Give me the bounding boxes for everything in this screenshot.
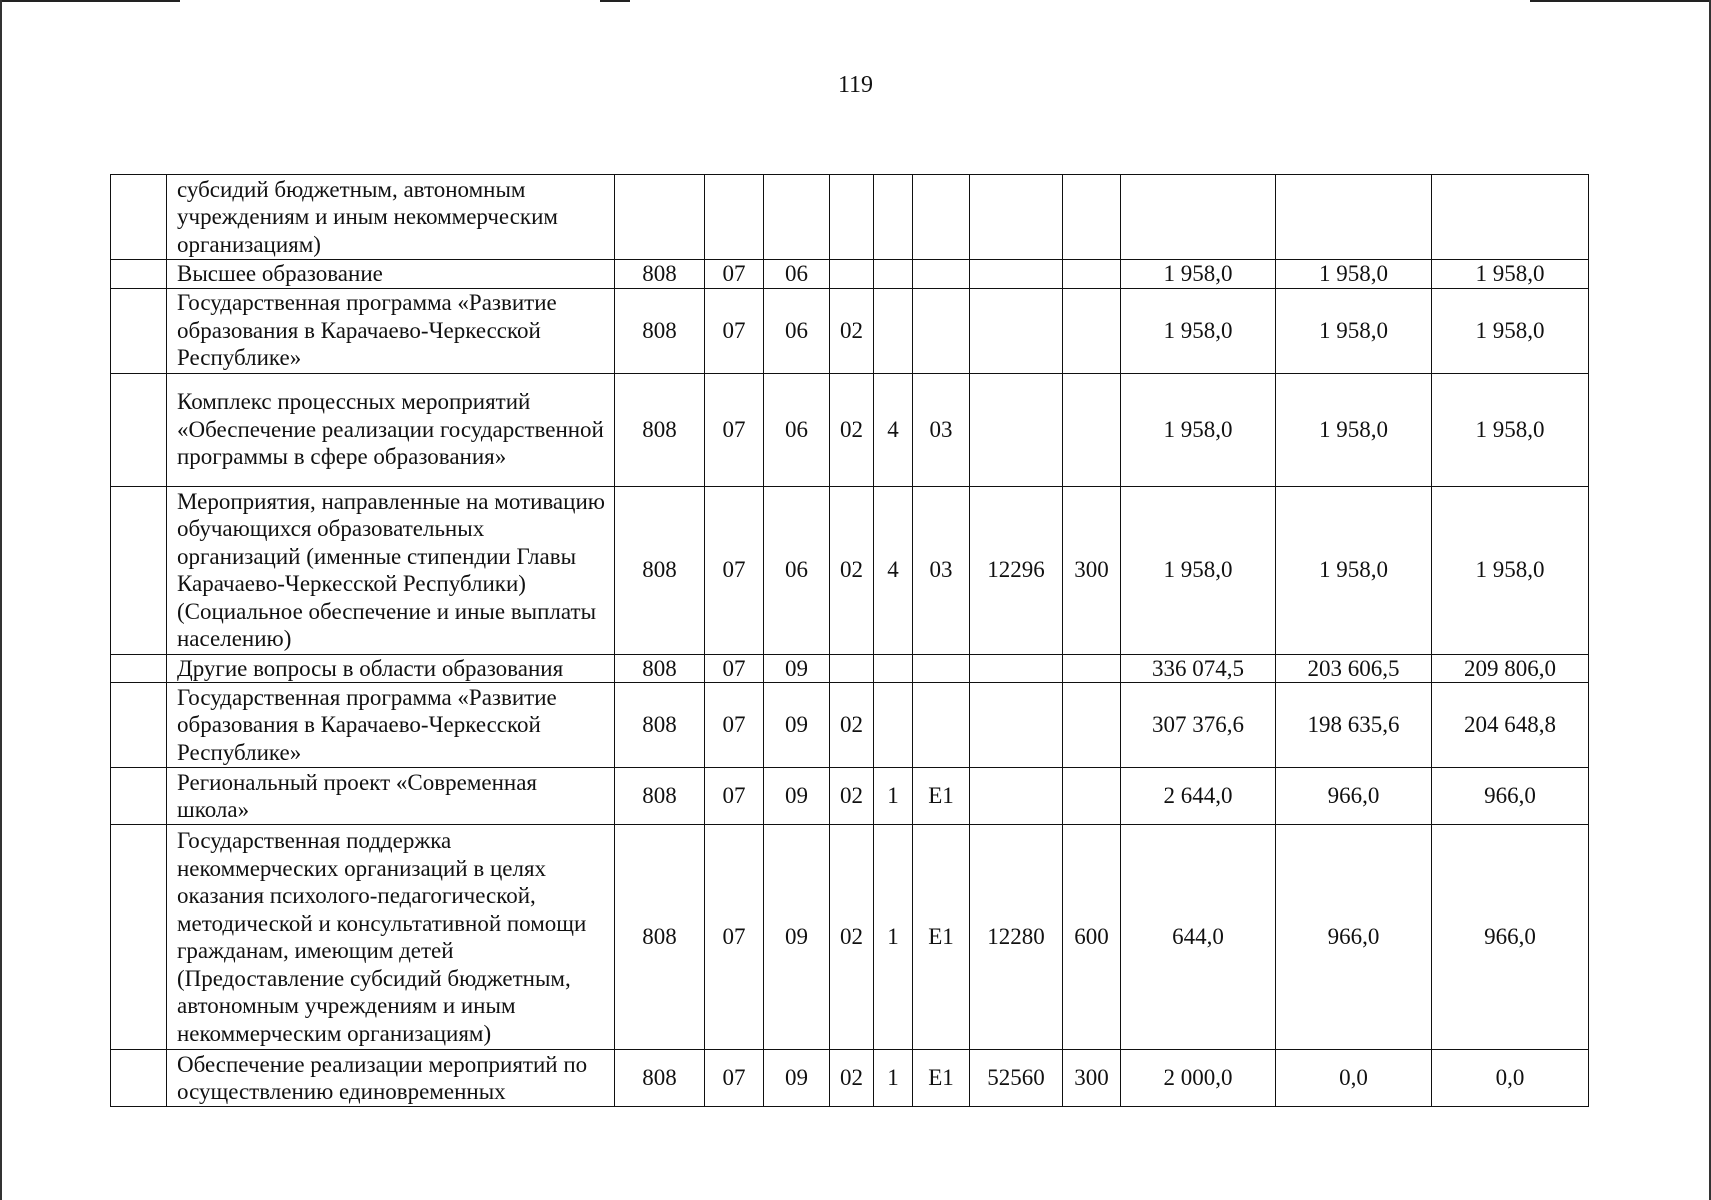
table-row <box>111 825 1589 1050</box>
code-structure: Е1 <box>913 768 970 825</box>
table-row <box>111 486 1589 654</box>
table-row <box>111 260 1589 289</box>
code-ministry: 808 <box>615 768 705 825</box>
code-expense-type: 300 <box>1063 486 1121 654</box>
row-name: субсидий бюджетным, автономным учреждениям и иным некоммерческим организациям) <box>167 175 615 260</box>
code-subsection: 06 <box>764 373 830 486</box>
page-number: 119 <box>837 72 874 98</box>
value-year-2 <box>1276 175 1432 260</box>
row-number-cell <box>111 825 167 1050</box>
row-number-cell <box>111 373 167 486</box>
code-program: 02 <box>830 288 874 373</box>
code-expense-type: 600 <box>1063 825 1121 1050</box>
code-section: 07 <box>705 486 764 654</box>
code-section: 07 <box>705 768 764 825</box>
value-year-3: 209 806,0 <box>1432 654 1589 683</box>
table-row <box>111 1050 1589 1107</box>
row-name: Государственная программа «Развитие образования в Карачаево-Черкесской Республике» <box>167 683 615 768</box>
code-direction <box>970 288 1063 373</box>
row-number-cell <box>111 175 167 260</box>
value-year-2: 0,0 <box>1276 1050 1432 1107</box>
code-program: 02 <box>830 825 874 1050</box>
row-name: Государственная поддержка некоммерческих организаций в целях оказания психолого-педагогической, методической и консультативной помощи гражданам, имеющим детей (Предоставление субсидий бюджетным, автономным учреждениям и иным некоммерческим организациям) <box>167 825 615 1050</box>
code-subsection: 09 <box>764 768 830 825</box>
row-name: Другие вопросы в области образования <box>167 654 615 683</box>
table-row <box>111 373 1589 486</box>
row-number-cell <box>111 683 167 768</box>
value-year-1: 2 644,0 <box>1121 768 1276 825</box>
value-year-1 <box>1121 175 1276 260</box>
code-type: 4 <box>874 373 913 486</box>
code-ministry: 808 <box>615 373 705 486</box>
code-program <box>830 654 874 683</box>
budget-table <box>110 174 1589 1107</box>
code-type <box>874 260 913 289</box>
code-program: 02 <box>830 1050 874 1107</box>
code-ministry: 808 <box>615 288 705 373</box>
code-subsection: 09 <box>764 1050 830 1107</box>
code-type: 1 <box>874 825 913 1050</box>
value-year-1: 1 958,0 <box>1121 288 1276 373</box>
scan-edge-top <box>600 0 630 2</box>
code-expense-type <box>1063 288 1121 373</box>
code-ministry: 808 <box>615 486 705 654</box>
value-year-1: 1 958,0 <box>1121 486 1276 654</box>
value-year-1: 1 958,0 <box>1121 373 1276 486</box>
code-direction: 12280 <box>970 825 1063 1050</box>
code-type: 1 <box>874 768 913 825</box>
value-year-2: 1 958,0 <box>1276 373 1432 486</box>
code-structure <box>913 175 970 260</box>
row-name: Государственная программа «Развитие образования в Карачаево-Черкесской Республике» <box>167 288 615 373</box>
code-section: 07 <box>705 825 764 1050</box>
row-name: Высшее образование <box>167 260 615 289</box>
code-type <box>874 654 913 683</box>
value-year-3: 1 958,0 <box>1432 486 1589 654</box>
code-expense-type <box>1063 768 1121 825</box>
value-year-1: 644,0 <box>1121 825 1276 1050</box>
scan-edge-top <box>1530 0 1711 2</box>
value-year-3: 966,0 <box>1432 825 1589 1050</box>
value-year-3: 0,0 <box>1432 1050 1589 1107</box>
row-number-cell <box>111 288 167 373</box>
code-direction: 52560 <box>970 1050 1063 1107</box>
code-type <box>874 683 913 768</box>
code-structure <box>913 260 970 289</box>
code-ministry: 808 <box>615 1050 705 1107</box>
value-year-2: 1 958,0 <box>1276 288 1432 373</box>
code-structure: 03 <box>913 486 970 654</box>
value-year-1: 336 074,5 <box>1121 654 1276 683</box>
value-year-3: 1 958,0 <box>1432 373 1589 486</box>
code-expense-type: 300 <box>1063 1050 1121 1107</box>
code-ministry <box>615 175 705 260</box>
code-direction: 12296 <box>970 486 1063 654</box>
code-program <box>830 260 874 289</box>
code-subsection: 09 <box>764 654 830 683</box>
row-name: Мероприятия, направленные на мотивацию обучающихся образовательных организаций (именные стипендии Главы Карачаево-Черкесской Республики) (Социальное обеспечение и иные выплаты населению) <box>167 486 615 654</box>
code-section: 07 <box>705 373 764 486</box>
code-structure <box>913 654 970 683</box>
value-year-1: 2 000,0 <box>1121 1050 1276 1107</box>
code-subsection: 09 <box>764 825 830 1050</box>
code-program: 02 <box>830 373 874 486</box>
code-program: 02 <box>830 768 874 825</box>
code-subsection: 06 <box>764 288 830 373</box>
code-type <box>874 288 913 373</box>
value-year-2: 203 606,5 <box>1276 654 1432 683</box>
code-direction <box>970 768 1063 825</box>
code-expense-type <box>1063 683 1121 768</box>
code-direction <box>970 175 1063 260</box>
row-number-cell <box>111 486 167 654</box>
table-row <box>111 175 1589 260</box>
code-section: 07 <box>705 1050 764 1107</box>
code-expense-type <box>1063 654 1121 683</box>
code-structure: 03 <box>913 373 970 486</box>
code-structure <box>913 288 970 373</box>
value-year-3: 1 958,0 <box>1432 288 1589 373</box>
code-expense-type <box>1063 175 1121 260</box>
value-year-2: 966,0 <box>1276 768 1432 825</box>
table-row <box>111 683 1589 768</box>
code-direction <box>970 373 1063 486</box>
row-name: Региональный проект «Современная школа» <box>167 768 615 825</box>
value-year-1: 1 958,0 <box>1121 260 1276 289</box>
code-expense-type <box>1063 373 1121 486</box>
table-row <box>111 768 1589 825</box>
code-section: 07 <box>705 260 764 289</box>
code-ministry: 808 <box>615 825 705 1050</box>
code-ministry: 808 <box>615 683 705 768</box>
table-row <box>111 654 1589 683</box>
row-number-cell <box>111 1050 167 1107</box>
code-ministry: 808 <box>615 260 705 289</box>
value-year-3: 1 958,0 <box>1432 260 1589 289</box>
code-program: 02 <box>830 486 874 654</box>
code-type: 4 <box>874 486 913 654</box>
row-number-cell <box>111 654 167 683</box>
table-row <box>111 288 1589 373</box>
code-section: 07 <box>705 654 764 683</box>
code-subsection: 09 <box>764 683 830 768</box>
code-direction <box>970 654 1063 683</box>
row-number-cell <box>111 260 167 289</box>
value-year-3 <box>1432 175 1589 260</box>
value-year-2: 966,0 <box>1276 825 1432 1050</box>
value-year-2: 198 635,6 <box>1276 683 1432 768</box>
row-number-cell <box>111 768 167 825</box>
scan-edge-left <box>0 0 2 1200</box>
row-name: Комплекс процессных мероприятий «Обеспечение реализации государственной программы в сфере образования» <box>167 373 615 486</box>
value-year-2: 1 958,0 <box>1276 486 1432 654</box>
code-program: 02 <box>830 683 874 768</box>
value-year-1: 307 376,6 <box>1121 683 1276 768</box>
value-year-3: 966,0 <box>1432 768 1589 825</box>
scan-edge-top <box>0 0 180 2</box>
code-section: 07 <box>705 683 764 768</box>
row-name: Обеспечение реализации мероприятий по осуществлению единовременных <box>167 1050 615 1107</box>
code-direction <box>970 683 1063 768</box>
code-program <box>830 175 874 260</box>
code-type: 1 <box>874 1050 913 1107</box>
code-section: 07 <box>705 288 764 373</box>
code-subsection <box>764 175 830 260</box>
code-subsection: 06 <box>764 260 830 289</box>
code-ministry: 808 <box>615 654 705 683</box>
code-section <box>705 175 764 260</box>
code-direction <box>970 260 1063 289</box>
code-structure: Е1 <box>913 825 970 1050</box>
code-structure: Е1 <box>913 1050 970 1107</box>
code-subsection: 06 <box>764 486 830 654</box>
code-structure <box>913 683 970 768</box>
code-type <box>874 175 913 260</box>
code-expense-type <box>1063 260 1121 289</box>
value-year-3: 204 648,8 <box>1432 683 1589 768</box>
value-year-2: 1 958,0 <box>1276 260 1432 289</box>
